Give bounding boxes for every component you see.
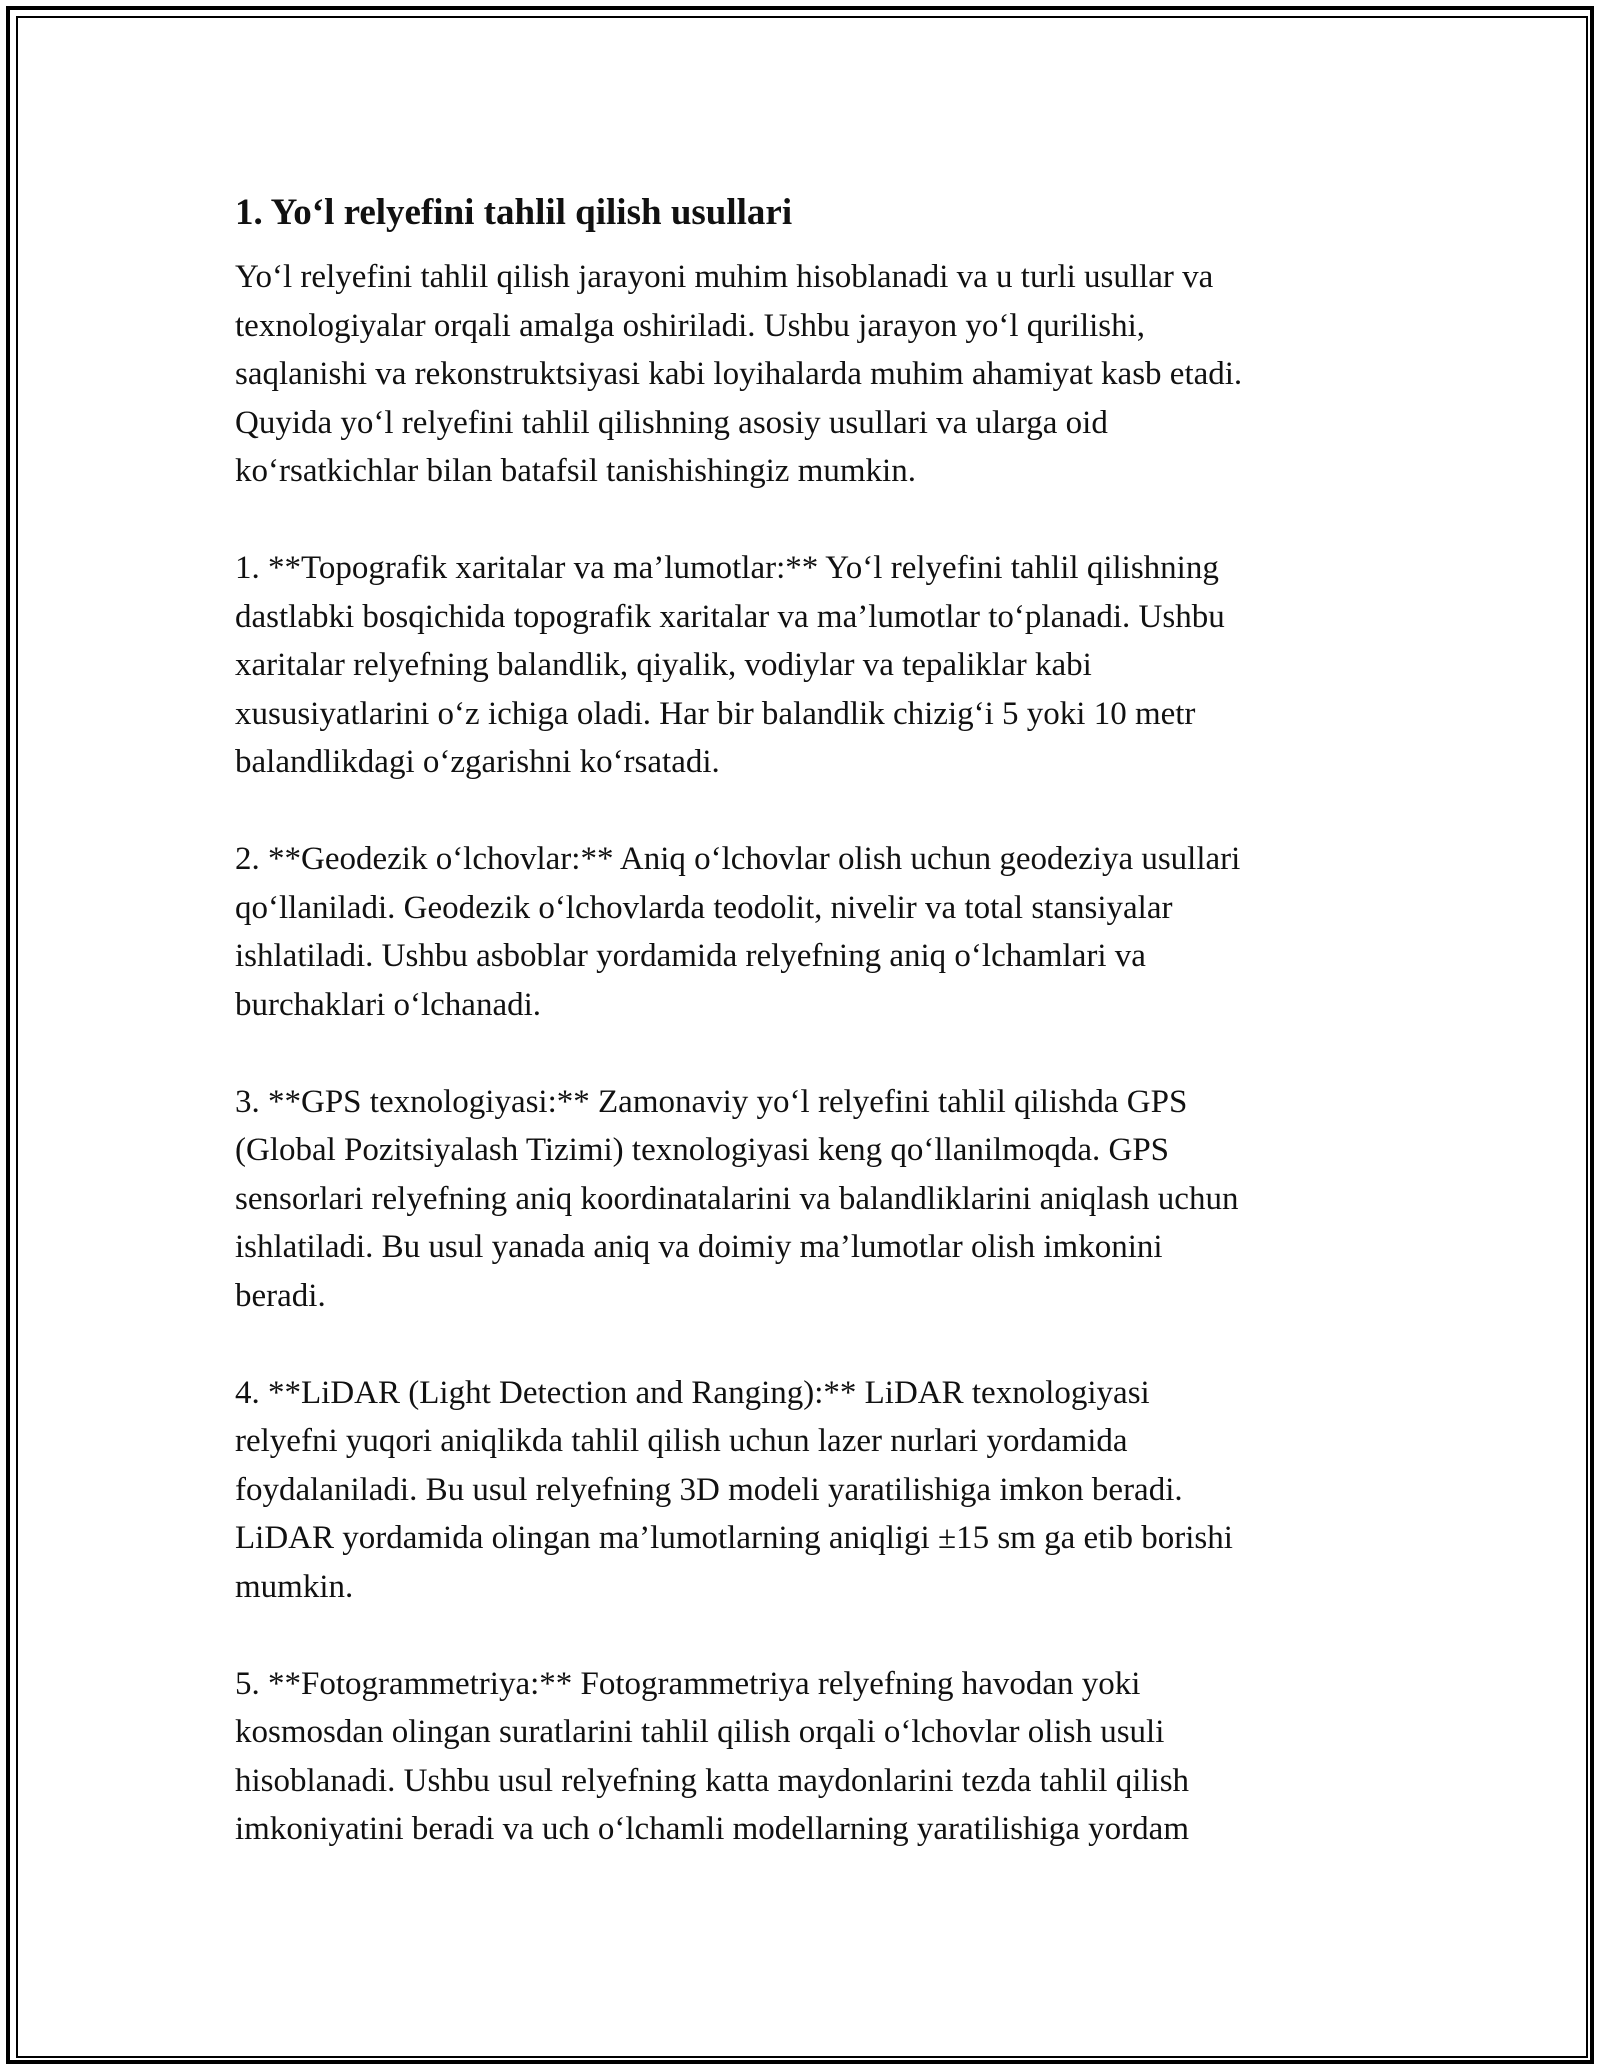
text-line: 1. **Topografik xaritalar va ma’lumotlar:** Yo‘l relyefini tahlil qilishning (235, 550, 1219, 586)
text-line: balandlikdagi o‘zgarishni ko‘rsatadi. (235, 744, 720, 780)
text-line: ko‘rsatkichlar bilan batafsil tanishishingiz mumkin. (235, 453, 916, 489)
text-line: Yo‘l relyefini tahlil qilish jarayoni muhim hisoblanadi va u turli usullar va (235, 259, 1214, 295)
paragraph-topographic-maps (235, 544, 1385, 787)
text-line: 5. **Fotogrammetriya:** Fotogrammetriya relyefning havodan yoki (235, 1665, 1141, 1702)
text-line: texnologiyalar orqali amalga oshiriladi. Ushbu jarayon yo‘l qurilishi, (235, 307, 1146, 344)
text-line: 4. **LiDAR (Light Detection and Ranging):** LiDAR texnologiyasi (235, 1374, 1150, 1411)
text-line: 2. **Geodezik o‘lchovlar:** Aniq o‘lchovlar olish uchun geodeziya usullari (235, 841, 1241, 877)
paragraph-geodetic-measurements (235, 835, 1385, 1029)
document-body (235, 185, 1385, 1854)
text-line: foydalaniladi. Bu usul relyefning 3D modeli yaratilishiga imkon beradi. (235, 1471, 1183, 1508)
text-line: sensorlari relyefning aniq koordinatalarini va balandliklarini aniqlash uchun (235, 1180, 1239, 1217)
text-line: ishlatiladi. Bu usul yanada aniq va doimiy ma’lumotlar olish imkonini (235, 1229, 1163, 1265)
text-line: imkoniyatini beradi va uch o‘lchamli modellarning yaratilishiga yordam (235, 1811, 1189, 1847)
text-line: xususiyatlarini o‘z ichiga oladi. Har bir balandlik chizig‘i 5 yoki 10 metr (235, 695, 1196, 732)
text-line: burchaklari o‘lchanadi. (235, 986, 542, 1023)
paragraph-gps-technology (235, 1078, 1385, 1321)
text-line: 3. **GPS texnologiyasi:** Zamonaviy yo‘l relyefini tahlil qilishda GPS (235, 1083, 1188, 1120)
text-line: dastlabki bosqichida topografik xaritalar va ma’lumotlar to‘planadi. Ushbu (235, 598, 1225, 635)
paragraph-lidar (235, 1369, 1385, 1612)
text-line: kosmosdan olingan suratlarini tahlil qilish orqali o‘lchovlar olish usuli (235, 1714, 1165, 1750)
paragraph-intro (235, 253, 1385, 496)
text-line: Quyida yo‘l relyefini tahlil qilishning asosiy usullari va ularga oid (235, 404, 1108, 441)
text-line: beradi. (235, 1277, 326, 1314)
text-line: relyefni yuqori aniqlikda tahlil qilish uchun lazer nurlari yordamida (235, 1423, 1128, 1459)
text-line: saqlanishi va rekonstruktsiyasi kabi loyihalarda muhim ahamiyat kasb etadi. (235, 356, 1243, 392)
text-line: xaritalar relyefning balandlik, qiyalik, vodiylar va tepaliklar kabi (235, 647, 1092, 683)
text-line: qo‘llaniladi. Geodezik o‘lchovlarda teodolit, nivelir va total stansiyalar (235, 889, 1173, 926)
text-line: (Global Pozitsiyalash Tizimi) texnologiyasi keng qo‘llanilmoqda. GPS (235, 1132, 1170, 1168)
text-line: ishlatiladi. Ushbu asboblar yordamida relyefning aniq o‘lchamlari va (235, 938, 1146, 974)
text-line: mumkin. (235, 1568, 354, 1605)
paragraph-photogrammetry (235, 1660, 1385, 1854)
text-line: LiDAR yordamida olingan ma’lumotlarning aniqligi ±15 sm ga etib borishi (235, 1520, 1233, 1556)
text-line: hisoblanadi. Ushbu usul relyefning katta maydonlarini tezda tahlil qilish (235, 1762, 1190, 1799)
section-title: 1. Yo‘l relyefini tahlil qilish usullari (235, 192, 793, 233)
